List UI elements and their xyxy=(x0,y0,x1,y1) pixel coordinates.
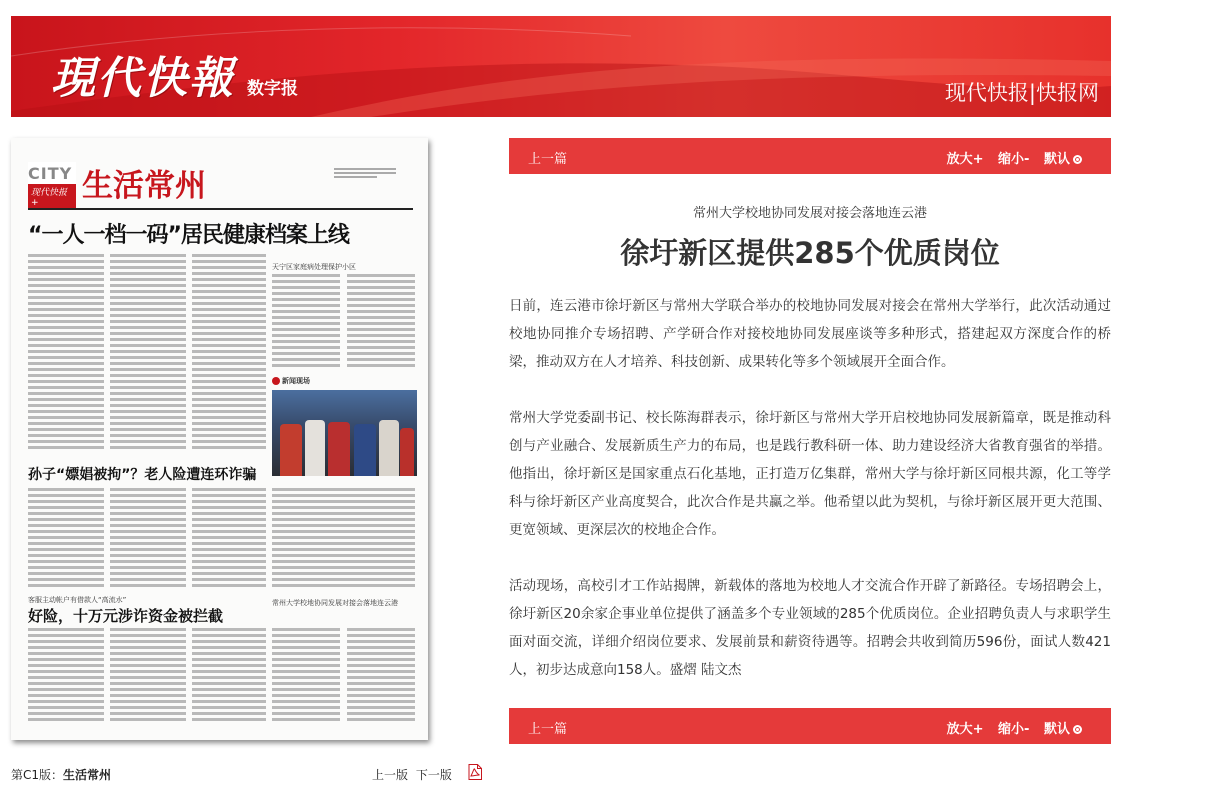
zoom-out-button[interactable]: 缩小- xyxy=(998,722,1030,737)
article-kicker: 常州大学校地协同发展对接会落地连云港 xyxy=(692,206,927,221)
reset-size-button[interactable] xyxy=(1044,722,1082,737)
masthead-rule xyxy=(28,208,413,210)
column-headline[interactable]: 天宁区家庭病处理保护小区 xyxy=(272,263,356,271)
article-toolbar-top xyxy=(509,138,1111,174)
dot-icon xyxy=(272,377,280,385)
site-logo[interactable]: 現代快報 xyxy=(51,53,235,104)
prev-article-link[interactable]: 上一篇 xyxy=(528,722,568,737)
section-name: 生活常州 xyxy=(82,168,206,204)
text-column xyxy=(110,628,186,724)
text-column xyxy=(110,488,186,590)
city-logo xyxy=(28,162,76,208)
page-meta-decoration xyxy=(334,166,396,180)
zoom-in-button[interactable]: 放大+ xyxy=(946,152,984,167)
column-headline-linked[interactable]: 常州大学校地协同发展对接会落地连云港 xyxy=(272,599,398,607)
zoom-in-button[interactable]: 放大+ xyxy=(946,722,984,737)
article-paragraph: 常州大学党委副书记、校长陈海群表示，徐圩新区与常州大学开启校地协同发展新篇章，既是推动科创与产业融合、发展新质生产力的布局，也是践行教科研一体、助力建设经济大省教育强省的举措。他指出，徐圩新区是国家重点石化基地，正打造万亿集群，常州大学与徐圩新区同根共源，化工等学科与徐圩新区产业高度契合，此次合作是共赢之举。他希望以此为契机，与徐圩新区展开更大范围、更宽领域、更深层次的校地企合作。 xyxy=(509,410,1111,538)
prev-page-link[interactable]: 上一版 xyxy=(372,768,409,782)
site-banner xyxy=(11,16,1111,117)
reset-label: 默认 xyxy=(1043,152,1070,167)
page-headline-third[interactable]: 好险，十万元涉诈资金被拦截 xyxy=(28,607,224,625)
prev-article-link[interactable]: 上一篇 xyxy=(528,152,568,167)
reset-size-button[interactable] xyxy=(1044,152,1082,167)
article-title: 徐圩新区提供285个优质岗位 xyxy=(620,236,1000,270)
text-column xyxy=(192,488,266,590)
logo-subtitle: 数字报 xyxy=(247,79,298,99)
photo-section-label xyxy=(272,376,310,386)
page-subheadline: 客服主动帐户有借款人“高流水” xyxy=(28,596,127,604)
text-column xyxy=(272,628,340,724)
reset-circle-icon xyxy=(1073,725,1082,734)
page-headline-main[interactable]: “一人一档一码”居民健康档案上线 xyxy=(28,223,349,248)
newspaper-page-image[interactable] xyxy=(11,138,428,740)
next-page-link[interactable]: 下一版 xyxy=(415,768,452,782)
reset-circle-icon xyxy=(1073,155,1082,164)
site-home-link[interactable]: 现代快报|快报网 xyxy=(944,81,1099,105)
city-label: CITY xyxy=(28,164,73,183)
pdf-download-icon[interactable] xyxy=(468,764,482,780)
text-column xyxy=(347,628,415,724)
page-caption xyxy=(11,766,111,783)
brand-tag: 现代快报+ xyxy=(28,184,76,209)
text-column xyxy=(28,488,104,590)
article-toolbar-bottom xyxy=(509,708,1111,744)
article-paragraph: 日前，连云港市徐圩新区与常州大学联合举办的校地协同发展对接会在常州大学举行，此次活动通过校地协同推介专场招聘、产学研合作对接校地协同发展座谈等多种形式，搭建起双方深度合作的桥梁，推动双方在人才培养、科技创新、成果转化等多个领域展开全面合作。 xyxy=(509,298,1111,370)
reset-label: 默认 xyxy=(1043,722,1070,737)
page-caption-section: 生活常州 xyxy=(63,768,112,782)
article-paragraph: 活动现场，高校引才工作站揭牌，新载体的落地为校地人才交流合作开辟了新路径。专场招聘会上，徐圩新区20余家企事业单位提供了涵盖多个专业领域的285个优质岗位。企业招聘负责人与求职学生面对面交流，详细介绍岗位要求、发展前景和薪资待遇等。招聘会共收到简历596份，面试人数421人，初步达成意向158人。盛熠 陆文杰 xyxy=(509,578,1111,678)
text-column xyxy=(192,628,266,724)
text-column xyxy=(347,274,415,370)
text-column xyxy=(192,254,266,452)
text-column xyxy=(272,274,340,370)
photo-label-text: 新闻现场 xyxy=(282,377,310,385)
text-column xyxy=(272,488,415,590)
text-column xyxy=(28,254,104,452)
zoom-out-button[interactable]: 缩小- xyxy=(998,152,1030,167)
page-headline-secondary[interactable]: 孙子“嫖娼被拘”？老人险遭连环诈骗 xyxy=(28,467,257,483)
text-column xyxy=(110,254,186,452)
page-caption-label: 第C1版： xyxy=(11,768,64,782)
news-photo[interactable] xyxy=(272,390,417,476)
article-body xyxy=(509,292,1111,712)
text-column xyxy=(28,628,104,724)
page-navigation xyxy=(372,766,456,783)
